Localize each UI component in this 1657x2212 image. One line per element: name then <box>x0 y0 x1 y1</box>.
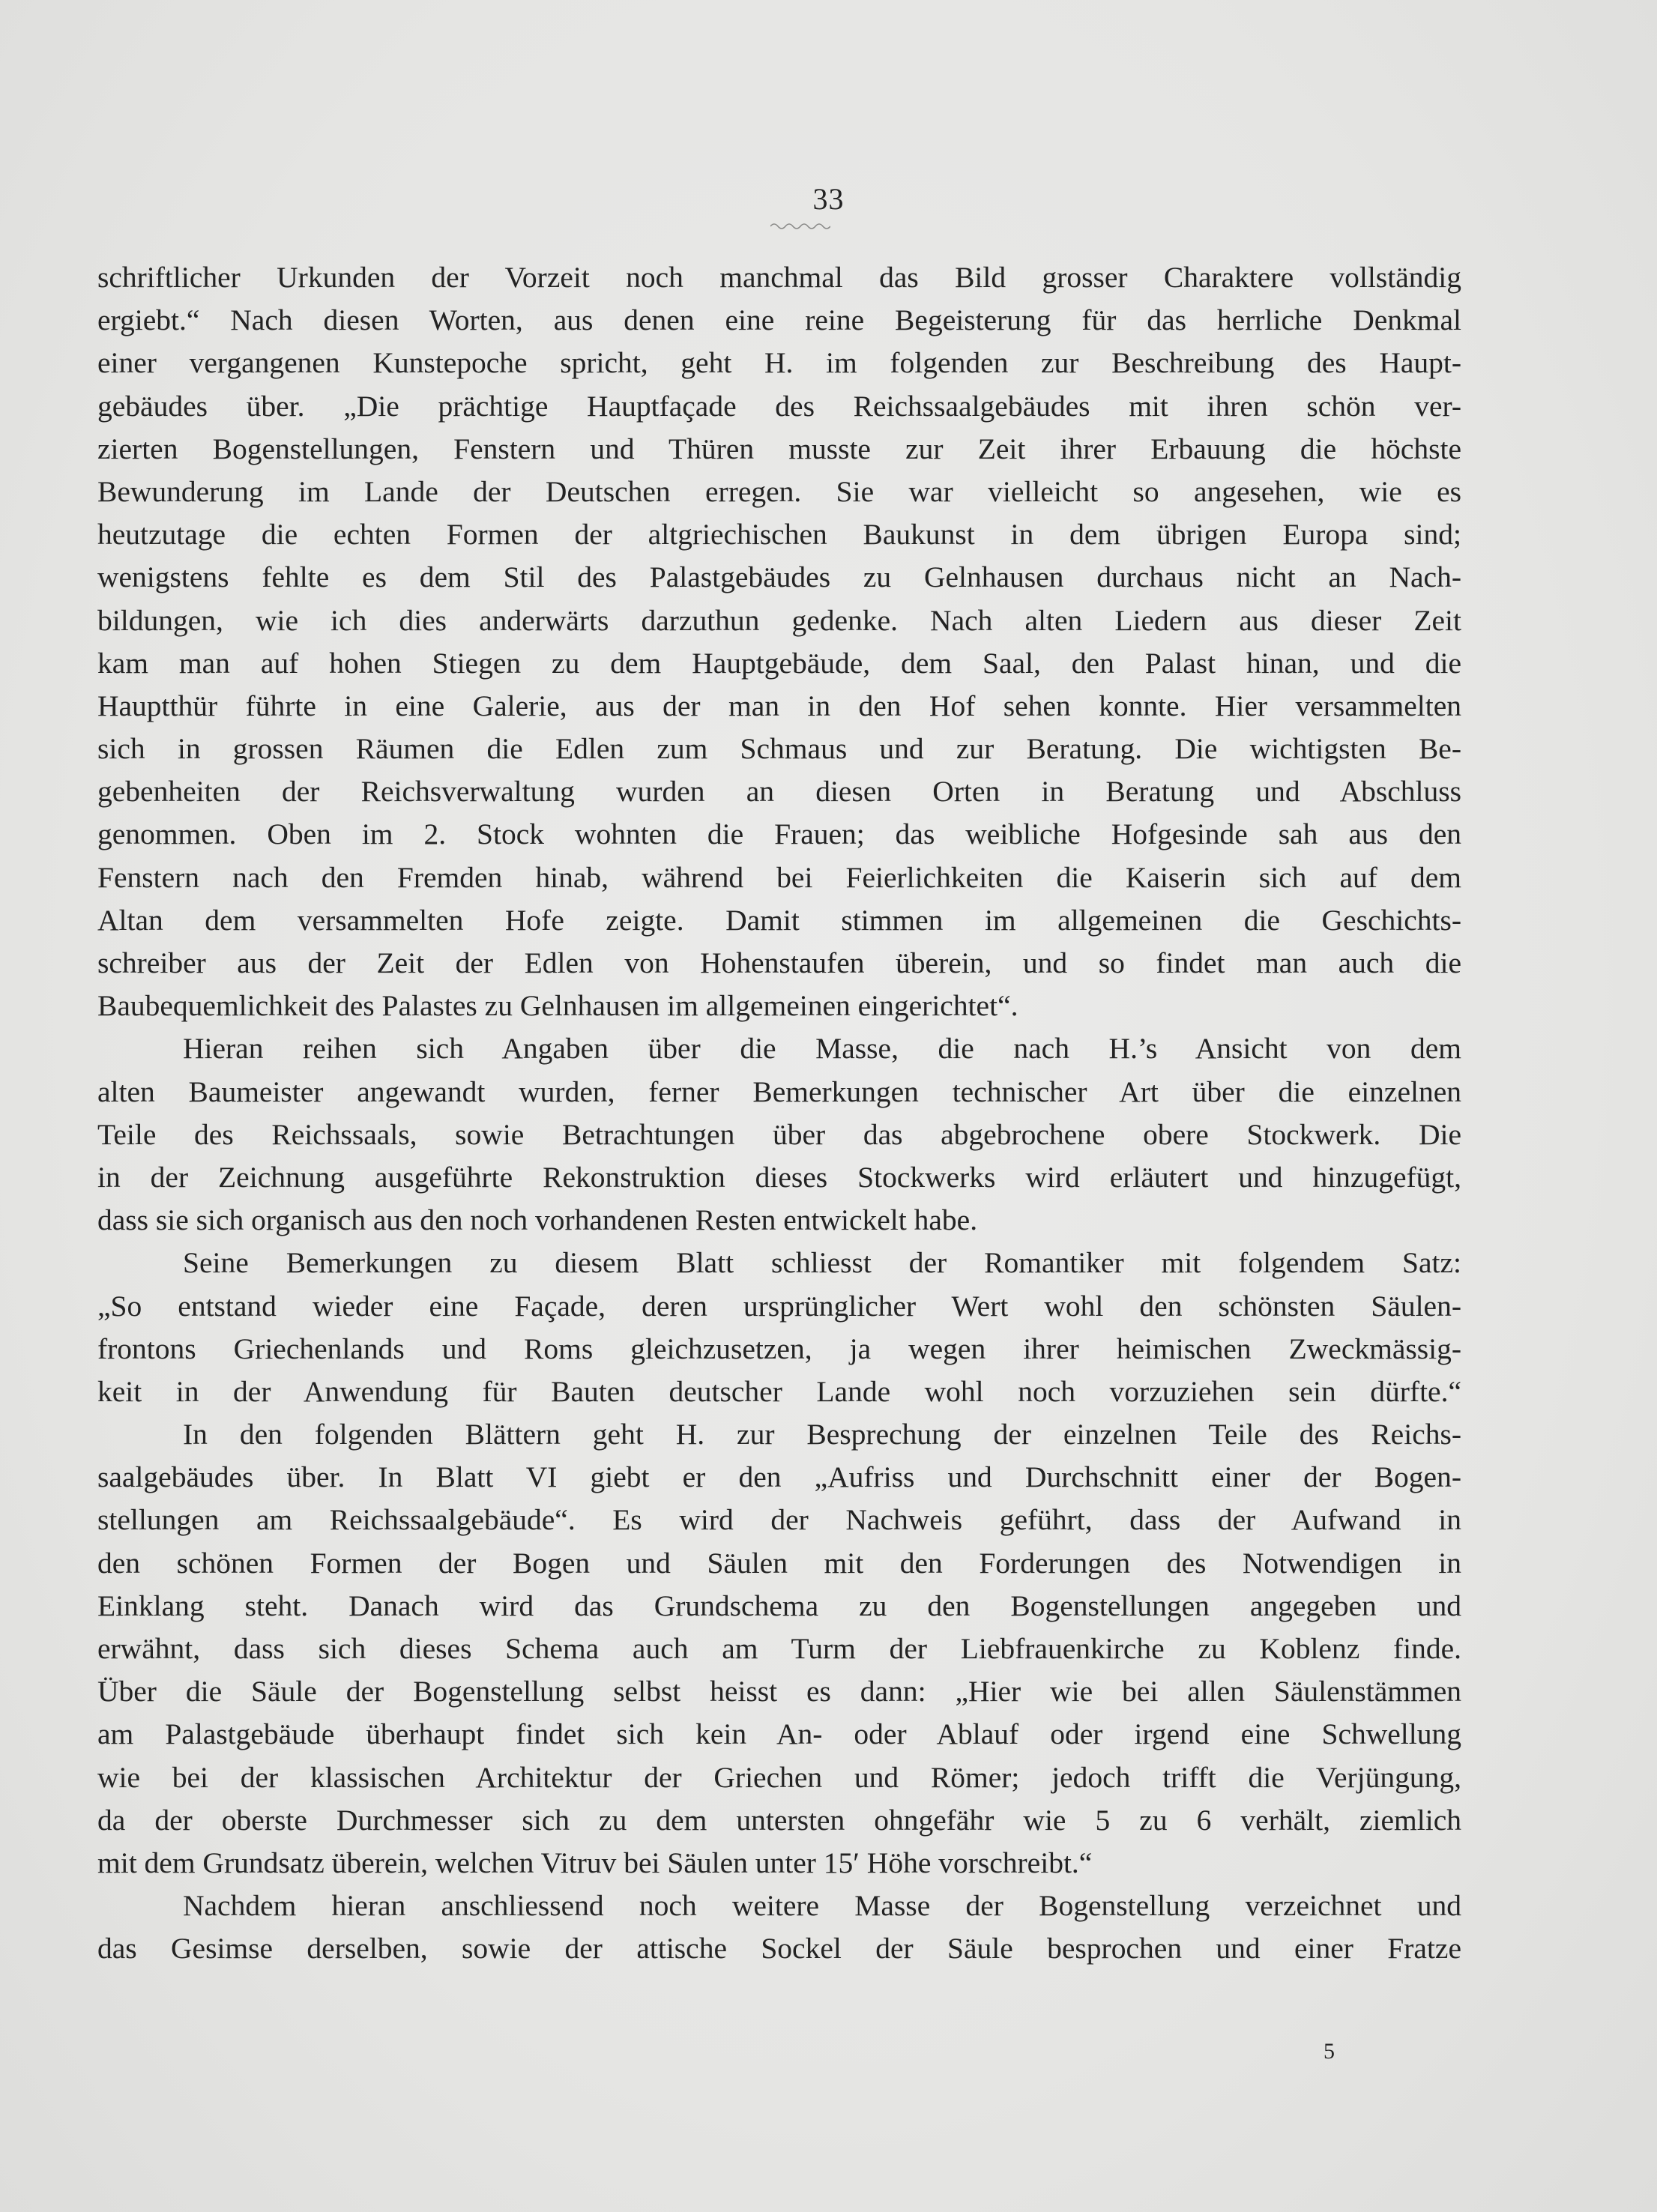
text-line: Seine Bemerkungen zu diesem Blatt schliesst der Romantiker mit folgendem Satz: <box>183 1246 1461 1280</box>
text-line: Fenstern nach den Fremden hinab, während bei Feierlichkeiten die Kaiserin sich auf dem <box>97 860 1461 894</box>
text-line: Bewunderung im Lande der Deutschen erregen. Sie war vielleicht so angesehen, wie es <box>97 474 1461 508</box>
body-text <box>97 256 1461 1971</box>
text-line: keit in der Anwendung für Bauten deutscher Lande wohl noch vorzuziehen sein dürfte.“ <box>97 1374 1461 1408</box>
text-line: Teile des Reichssaals, sowie Betrachtungen über das abgebrochene obere Stockwerk. Die <box>97 1117 1461 1151</box>
text-line: gebenheiten der Reichsverwaltung wurden an diesen Orten in Beratung und Abschluss <box>97 775 1461 809</box>
text-line: dass sie sich organisch aus den noch vorhandenen Resten entwickelt habe. <box>97 1203 978 1237</box>
text-line: mit dem Grundsatz überein, welchen Vitruv bei Säulen unter 15′ Höhe vorschreibt.“ <box>97 1846 1093 1879</box>
text-line: alten Baumeister angewandt wurden, ferner Bemerkungen technischer Art über die einzelnen <box>97 1075 1461 1108</box>
text-line: wenigstens fehlte es dem Stil des Palastgebäudes zu Gelnhausen durchaus nicht an Nach- <box>97 560 1461 594</box>
text-line: schreiber aus der Zeit der Edlen von Hohenstaufen überein, und so findet man auch die <box>97 946 1461 979</box>
text-line: einer vergangenen Kunstepoche spricht, geht H. im folgenden zur Beschreibung des Haupt- <box>97 346 1461 380</box>
text-line: Nachdem hieran anschliessend noch weitere Masse der Bogenstellung verzeichnet und <box>183 1889 1461 1923</box>
ornament-rule <box>770 220 830 231</box>
text-line: das Gesimse derselben, sowie der attische Sockel der Säule besprochen und einer Fratze <box>97 1932 1461 1965</box>
text-line: den schönen Formen der Bogen und Säulen mit den Forderungen des Notwendigen in <box>97 1546 1461 1580</box>
text-line: Hauptthür führte in eine Galerie, aus der man in den Hof sehen konnte. Hier versammelten <box>97 689 1461 722</box>
page-number: 33 <box>812 182 845 216</box>
text-line: stellungen am Reichssaalgebäude“. Es wird der Nachweis geführt, dass der Aufwand in <box>97 1503 1461 1537</box>
text-line: „So entstand wieder eine Façade, deren ursprünglicher Wert wohl den schönsten Säulen- <box>97 1289 1461 1323</box>
text-line: schriftlicher Urkunden der Vorzeit noch manchmal das Bild grosser Charaktere vollständig <box>97 261 1461 294</box>
text-line: Über die Säule der Bogenstellung selbst heisst es dann: „Hier wie bei allen Säulenstämmen <box>97 1675 1461 1708</box>
text-line: in der Zeichnung ausgeführte Rekonstruktion dieses Stockwerks wird erläutert und hinzugefügt, <box>97 1160 1461 1194</box>
signature-mark: 5 <box>1324 2039 1335 2064</box>
text-line: Einklang steht. Danach wird das Grundschema zu den Bogenstellungen angegeben und <box>97 1589 1461 1622</box>
text-line: zierten Bogenstellungen, Fenstern und Thüren musste zur Zeit ihrer Erbauung die höchste <box>97 432 1461 465</box>
text-line: In den folgenden Blättern geht H. zur Besprechung der einzelnen Teile des Reichs- <box>183 1418 1461 1451</box>
text-line: erwähnt, dass sich dieses Schema auch am Turm der Liebfrauenkirche zu Koblenz finde. <box>97 1632 1461 1665</box>
text-line: da der oberste Durchmesser sich zu dem untersten ohngefähr wie 5 zu 6 verhält, ziemlich <box>97 1803 1461 1837</box>
text-line: gebäudes über. „Die prächtige Hauptfaçade des Reichssaalgebäudes mit ihren schön ver- <box>97 389 1461 423</box>
text-line: saalgebäudes über. In Blatt VI giebt er den „Aufriss und Durchschnitt einer der Bogen- <box>97 1460 1461 1494</box>
text-line: genommen. Oben im 2. Stock wohnten die Frauen; das weibliche Hofgesinde sah aus den <box>97 818 1461 851</box>
text-line: heutzutage die echten Formen der altgriechischen Baukunst in dem übrigen Europa sind; <box>97 518 1461 552</box>
text-line: sich in grossen Räumen die Edlen zum Schmaus und zur Beratung. Die wichtigsten Be- <box>97 732 1461 766</box>
text-line: bildungen, wie ich dies anderwärts darzuthun gedenke. Nach alten Liedern aus dieser Zeit <box>97 603 1461 637</box>
text-line: Altan dem versammelten Hofe zeigte. Damit stimmen im allgemeinen die Geschichts- <box>97 903 1461 937</box>
text-line: am Palastgebäude überhaupt findet sich kein An- oder Ablauf oder irgend eine Schwellung <box>97 1717 1461 1751</box>
text-line: kam man auf hohen Stiegen zu dem Hauptgebäude, dem Saal, den Palast hinan, und die <box>97 646 1461 680</box>
text-line: Hieran reihen sich Angaben über die Masse, die nach H.’s Ansicht von dem <box>183 1032 1461 1066</box>
text-line: ergiebt.“ Nach diesen Worten, aus denen eine reine Begeisterung für das herrliche Denkmal <box>97 303 1461 337</box>
text-line: Baubequemlichkeit des Palastes zu Gelnhausen im allgemeinen eingerichtet“. <box>97 989 1018 1023</box>
text-line: wie bei der klassischen Architektur der Griechen und Römer; jedoch trifft die Verjüngung, <box>97 1760 1461 1794</box>
text-line: frontons Griechenlands und Roms gleichzusetzen, ja wegen ihrer heimischen Zweckmässig- <box>97 1332 1461 1365</box>
